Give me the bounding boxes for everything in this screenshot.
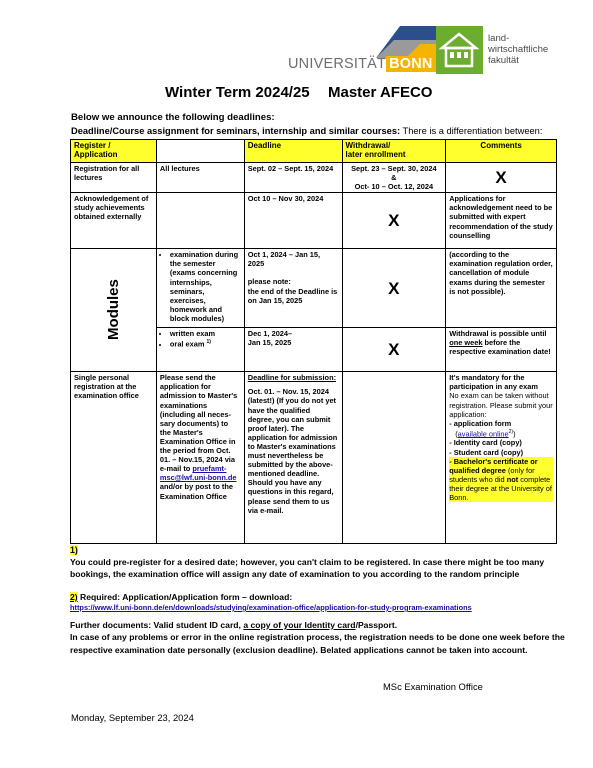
row-comments: Applications for acknowledgement need to be submitted with expert recommendation of the study counselling [446, 193, 557, 249]
row-item: • written exam • oral exam $^{1)}$ [156, 328, 244, 372]
term-title: Winter Term 2024/25 [165, 84, 310, 101]
faculty-wordmark: land- wirtschaftliche fakultät [488, 33, 549, 66]
row-withdrawal: Sept. 23 – Sept. 30, 2024 & Oct- 10 – Oct. 12, 2024 [342, 163, 446, 193]
row-comments: It's mandatory for the participation in any exam No exam can be taken without registration. Please submit your application: - application form (available online$^{2)}$) - Identity card (copy) - Student card (copy) - Bachelor's certificate or qualified degree (only for students who did not complete their degree at the University of Bonn. [446, 372, 557, 544]
footnote-2: 2) Required: Application/Application form – download: [70, 592, 293, 602]
row-deadline: Oct 1, 2024 – Jan 15, 2025 please note: the end of the Deadline is on Jan 15, 2025 [244, 249, 342, 328]
footnote-1-marker: 1) [70, 545, 78, 555]
deadlines-table [70, 139, 557, 544]
row-item: All lectures [156, 163, 244, 193]
row-deadline: Sept. 02 – Sept. 15, 2024 [244, 163, 342, 193]
header-withdrawal: Withdrawal/ later enrollment [342, 140, 446, 163]
exam-office-email-link[interactable]: pruefamt-msc@lwf.uni-bonn.de [159, 464, 237, 483]
row-deadline: Oct 10 – Nov 30, 2024 [244, 193, 342, 249]
header-deadline: Deadline [244, 140, 342, 163]
row-item: Please send the application for admission to Master's examinations (including all neces-sary documents) to the Master's Examination Office in the period from Oct. 01. – Nov.15, 2024 via e-mail to pruefamt-msc@lwf.uni-bonn.de and/or by post to the Examination Office [156, 372, 244, 544]
intro-heading: Below we announce the following deadlines: [71, 112, 275, 123]
table-row [71, 163, 557, 193]
header-logos [288, 26, 550, 76]
table-row [71, 193, 557, 249]
table-row [71, 372, 557, 544]
row-deadline: Dec 1, 2024– Jan 15, 2025 [244, 328, 342, 372]
faculty-logo-icon [436, 26, 483, 74]
row-comments-x: X [446, 163, 557, 193]
header-empty [156, 140, 244, 163]
application-form-link[interactable]: available online [457, 429, 509, 439]
table-row [71, 249, 557, 328]
modules-label-cell [71, 249, 157, 372]
further-documents: Further documents: Valid student ID card, a copy of your Identity card/Passport. In case of any problems or error in the online registration process, the registration needs to be done one week before the respective examination date personally (exclusion deadline). Belated applications cannot be taken into account. [70, 620, 565, 655]
program-title: Master AFECO [328, 84, 433, 101]
row-item: • examination during the semester (exams concerning internships, seminars, exercises, homework and block modules) [156, 249, 244, 328]
row-withdrawal-x: X [342, 193, 446, 249]
row-withdrawal-x: X [342, 328, 446, 372]
university-wordmark: UNIVERSITÄT BONN [288, 56, 436, 72]
university-logo-icon [376, 26, 438, 58]
modules-label: Modules [104, 278, 122, 340]
row-withdrawal [342, 372, 446, 544]
row-deadline: Deadline for submission: Oct. 01. – Nov. 15, 2024 (latest!) (If you do not yet have the qualified degree, you can submit proof later). The application for admission to Master's examinations must nevertheless be submitted by the above-mentioned deadline. Should you have any questions in this regard, please send them to us via e-mail. [244, 372, 342, 544]
header-register: Register / Application [71, 140, 157, 163]
row-comments: Withdrawal is possible until one week before the respective examination date! [446, 328, 557, 372]
download-url-link[interactable]: https://www.lf.uni-bonn.de/en/downloads/studying/examination-office/application-for-study-program-examinations [70, 603, 472, 612]
row-withdrawal-x: X [342, 249, 446, 328]
office-signature: MSc Examination Office [383, 681, 483, 692]
row-label: Registration for all lectures [71, 163, 157, 193]
row-item [156, 193, 244, 249]
header-comments: Comments [446, 140, 557, 163]
row-label: Single personal registration at the examination office [71, 372, 157, 544]
row-label: Acknowledgement of study achievements obtained externally [71, 193, 157, 249]
footnote-1-text: You could pre-register for a desired date; however, you can't claim to be registered. In case there might be too many bookings, the examination office will assign any date of examination to you according to the random principle [70, 557, 545, 579]
table-header-row [71, 140, 557, 163]
bachelor-certificate-note: - Bachelor's certificate or qualified degree (only for students who did not complete their degree at the University of Bonn. [449, 456, 552, 502]
document-date: Monday, September 23, 2024 [71, 712, 194, 723]
row-comments: (according to the examination regulation order, cancellation of module exams during the semester is not possible). [446, 249, 557, 328]
intro-subheading: Deadline/Course assignment for seminars, internship and similar courses: There is a differentiation between: [71, 126, 543, 136]
